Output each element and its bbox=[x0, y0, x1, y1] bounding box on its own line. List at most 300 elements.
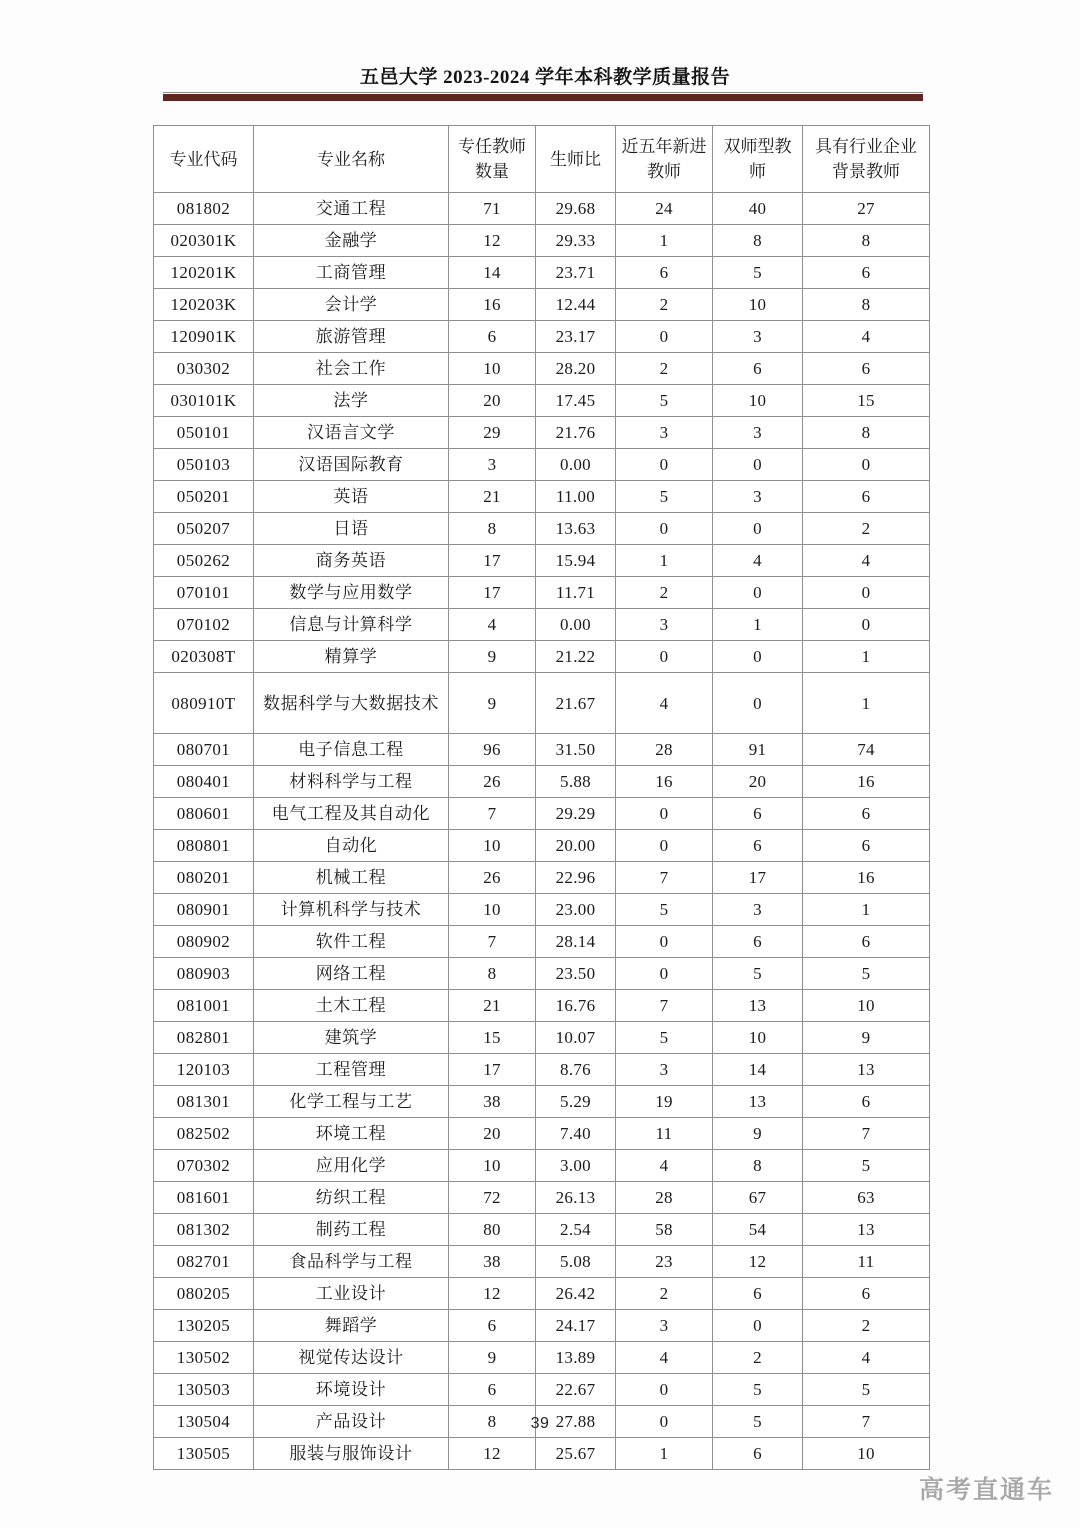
cell-industry-background: 5 bbox=[803, 1150, 930, 1182]
cell-major-code: 080903 bbox=[154, 958, 254, 990]
cell-major-code: 080902 bbox=[154, 926, 254, 958]
cell-fulltime-teachers: 21 bbox=[449, 990, 536, 1022]
cell-new-teachers-5y: 5 bbox=[616, 385, 713, 417]
cell-major-name: 服装与服饰设计 bbox=[254, 1438, 449, 1470]
cell-major-code: 050201 bbox=[154, 481, 254, 513]
cell-dual-qualified: 5 bbox=[713, 1374, 803, 1406]
cell-new-teachers-5y: 3 bbox=[616, 1054, 713, 1086]
cell-new-teachers-5y: 16 bbox=[616, 766, 713, 798]
table-row bbox=[154, 353, 930, 385]
cell-industry-background: 11 bbox=[803, 1246, 930, 1278]
cell-fulltime-teachers: 10 bbox=[449, 353, 536, 385]
cell-new-teachers-5y: 5 bbox=[616, 1022, 713, 1054]
cell-new-teachers-5y: 0 bbox=[616, 641, 713, 673]
cell-industry-background: 10 bbox=[803, 990, 930, 1022]
cell-major-code: 120901K bbox=[154, 321, 254, 353]
cell-new-teachers-5y: 1 bbox=[616, 545, 713, 577]
cell-industry-background: 1 bbox=[803, 641, 930, 673]
cell-major-name: 工业设计 bbox=[254, 1278, 449, 1310]
cell-fulltime-teachers: 3 bbox=[449, 449, 536, 481]
cell-industry-background: 13 bbox=[803, 1054, 930, 1086]
cell-new-teachers-5y: 28 bbox=[616, 734, 713, 766]
table-row bbox=[154, 1342, 930, 1374]
cell-industry-background: 4 bbox=[803, 545, 930, 577]
cell-industry-background: 6 bbox=[803, 798, 930, 830]
table-row bbox=[154, 641, 930, 673]
column-header-new-teachers-5y: 近五年新进教师 bbox=[616, 126, 713, 193]
cell-industry-background: 63 bbox=[803, 1182, 930, 1214]
header-rule-thick bbox=[163, 94, 923, 101]
page-number: 39 bbox=[530, 1415, 550, 1432]
cell-major-code: 050207 bbox=[154, 513, 254, 545]
cell-student-teacher-ratio: 29.29 bbox=[536, 798, 616, 830]
cell-student-teacher-ratio: 23.00 bbox=[536, 894, 616, 926]
cell-student-teacher-ratio: 29.68 bbox=[536, 193, 616, 225]
cell-student-teacher-ratio: 17.45 bbox=[536, 385, 616, 417]
cell-dual-qualified: 0 bbox=[713, 449, 803, 481]
cell-fulltime-teachers: 8 bbox=[449, 1406, 536, 1438]
cell-major-name: 法学 bbox=[254, 385, 449, 417]
cell-major-code: 080601 bbox=[154, 798, 254, 830]
column-header-dual-qualified: 双师型教师 bbox=[713, 126, 803, 193]
cell-new-teachers-5y: 4 bbox=[616, 673, 713, 734]
cell-fulltime-teachers: 6 bbox=[449, 1374, 536, 1406]
cell-major-name: 电气工程及其自动化 bbox=[254, 798, 449, 830]
table-row bbox=[154, 1118, 930, 1150]
cell-major-name: 视觉传达设计 bbox=[254, 1342, 449, 1374]
column-header-fulltime-teachers: 专任教师数量 bbox=[449, 126, 536, 193]
cell-major-code: 080201 bbox=[154, 862, 254, 894]
cell-new-teachers-5y: 0 bbox=[616, 449, 713, 481]
cell-major-name: 汉语国际教育 bbox=[254, 449, 449, 481]
majors-table bbox=[153, 125, 930, 1470]
cell-new-teachers-5y: 0 bbox=[616, 798, 713, 830]
cell-new-teachers-5y: 6 bbox=[616, 257, 713, 289]
cell-student-teacher-ratio: 0.00 bbox=[536, 449, 616, 481]
cell-new-teachers-5y: 0 bbox=[616, 830, 713, 862]
cell-dual-qualified: 10 bbox=[713, 1022, 803, 1054]
cell-major-name: 数学与应用数学 bbox=[254, 577, 449, 609]
cell-fulltime-teachers: 14 bbox=[449, 257, 536, 289]
cell-dual-qualified: 3 bbox=[713, 894, 803, 926]
cell-industry-background: 0 bbox=[803, 609, 930, 641]
cell-industry-background: 9 bbox=[803, 1022, 930, 1054]
cell-major-name: 舞蹈学 bbox=[254, 1310, 449, 1342]
cell-major-code: 081802 bbox=[154, 193, 254, 225]
cell-student-teacher-ratio: 16.76 bbox=[536, 990, 616, 1022]
cell-fulltime-teachers: 15 bbox=[449, 1022, 536, 1054]
cell-student-teacher-ratio: 31.50 bbox=[536, 734, 616, 766]
table-row bbox=[154, 545, 930, 577]
table-row bbox=[154, 1054, 930, 1086]
cell-major-code: 050103 bbox=[154, 449, 254, 481]
cell-fulltime-teachers: 7 bbox=[449, 798, 536, 830]
cell-new-teachers-5y: 2 bbox=[616, 1278, 713, 1310]
cell-student-teacher-ratio: 27.88 bbox=[536, 1406, 616, 1438]
cell-dual-qualified: 10 bbox=[713, 289, 803, 321]
cell-major-code: 130505 bbox=[154, 1438, 254, 1470]
cell-fulltime-teachers: 17 bbox=[449, 577, 536, 609]
cell-industry-background: 7 bbox=[803, 1406, 930, 1438]
cell-industry-background: 6 bbox=[803, 257, 930, 289]
cell-fulltime-teachers: 7 bbox=[449, 926, 536, 958]
cell-major-name: 机械工程 bbox=[254, 862, 449, 894]
cell-industry-background: 5 bbox=[803, 1374, 930, 1406]
cell-major-name: 工程管理 bbox=[254, 1054, 449, 1086]
column-header-industry-background: 具有行业企业背景教师 bbox=[803, 126, 930, 193]
cell-student-teacher-ratio: 5.08 bbox=[536, 1246, 616, 1278]
cell-student-teacher-ratio: 3.00 bbox=[536, 1150, 616, 1182]
table-row bbox=[154, 417, 930, 449]
cell-dual-qualified: 9 bbox=[713, 1118, 803, 1150]
cell-fulltime-teachers: 12 bbox=[449, 1278, 536, 1310]
table-row bbox=[154, 894, 930, 926]
cell-industry-background: 16 bbox=[803, 862, 930, 894]
cell-major-name: 制药工程 bbox=[254, 1214, 449, 1246]
cell-dual-qualified: 67 bbox=[713, 1182, 803, 1214]
cell-student-teacher-ratio: 21.76 bbox=[536, 417, 616, 449]
cell-fulltime-teachers: 38 bbox=[449, 1086, 536, 1118]
cell-industry-background: 16 bbox=[803, 766, 930, 798]
majors-table-container bbox=[153, 125, 929, 1470]
cell-major-code: 070102 bbox=[154, 609, 254, 641]
cell-fulltime-teachers: 6 bbox=[449, 1310, 536, 1342]
table-header-row-group bbox=[154, 126, 930, 193]
cell-new-teachers-5y: 28 bbox=[616, 1182, 713, 1214]
cell-new-teachers-5y: 0 bbox=[616, 513, 713, 545]
table-row bbox=[154, 321, 930, 353]
cell-dual-qualified: 5 bbox=[713, 958, 803, 990]
cell-industry-background: 4 bbox=[803, 1342, 930, 1374]
cell-dual-qualified: 13 bbox=[713, 1086, 803, 1118]
cell-new-teachers-5y: 0 bbox=[616, 321, 713, 353]
cell-student-teacher-ratio: 23.50 bbox=[536, 958, 616, 990]
cell-major-code: 050101 bbox=[154, 417, 254, 449]
cell-dual-qualified: 2 bbox=[713, 1342, 803, 1374]
cell-student-teacher-ratio: 20.00 bbox=[536, 830, 616, 862]
table-row bbox=[154, 577, 930, 609]
cell-student-teacher-ratio: 24.17 bbox=[536, 1310, 616, 1342]
table-row bbox=[154, 926, 930, 958]
table-row bbox=[154, 1086, 930, 1118]
cell-fulltime-teachers: 71 bbox=[449, 193, 536, 225]
table-row bbox=[154, 1278, 930, 1310]
cell-major-code: 081001 bbox=[154, 990, 254, 1022]
cell-new-teachers-5y: 11 bbox=[616, 1118, 713, 1150]
cell-industry-background: 1 bbox=[803, 894, 930, 926]
cell-major-code: 130503 bbox=[154, 1374, 254, 1406]
column-header-student-teacher-ratio: 生师比 bbox=[536, 126, 616, 193]
cell-student-teacher-ratio: 8.76 bbox=[536, 1054, 616, 1086]
cell-industry-background: 10 bbox=[803, 1438, 930, 1470]
table-row bbox=[154, 958, 930, 990]
watermark: 高考直通车 bbox=[918, 1476, 1054, 1504]
cell-major-code: 070101 bbox=[154, 577, 254, 609]
cell-major-code: 081302 bbox=[154, 1214, 254, 1246]
cell-industry-background: 6 bbox=[803, 830, 930, 862]
cell-industry-background: 8 bbox=[803, 225, 930, 257]
cell-major-code: 130205 bbox=[154, 1310, 254, 1342]
cell-major-name: 商务英语 bbox=[254, 545, 449, 577]
cell-industry-background: 6 bbox=[803, 1278, 930, 1310]
cell-industry-background: 6 bbox=[803, 926, 930, 958]
cell-dual-qualified: 20 bbox=[713, 766, 803, 798]
cell-dual-qualified: 8 bbox=[713, 225, 803, 257]
header-rule bbox=[163, 92, 923, 101]
cell-new-teachers-5y: 0 bbox=[616, 926, 713, 958]
cell-major-name: 交通工程 bbox=[254, 193, 449, 225]
cell-major-code: 130502 bbox=[154, 1342, 254, 1374]
cell-fulltime-teachers: 12 bbox=[449, 225, 536, 257]
cell-major-name: 日语 bbox=[254, 513, 449, 545]
cell-fulltime-teachers: 4 bbox=[449, 609, 536, 641]
table-row bbox=[154, 1438, 930, 1470]
cell-new-teachers-5y: 19 bbox=[616, 1086, 713, 1118]
cell-major-code: 120201K bbox=[154, 257, 254, 289]
cell-fulltime-teachers: 6 bbox=[449, 321, 536, 353]
cell-major-code: 070302 bbox=[154, 1150, 254, 1182]
cell-dual-qualified: 6 bbox=[713, 798, 803, 830]
cell-dual-qualified: 6 bbox=[713, 926, 803, 958]
cell-major-code: 080401 bbox=[154, 766, 254, 798]
cell-major-name: 金融学 bbox=[254, 225, 449, 257]
table-row bbox=[154, 798, 930, 830]
cell-major-name: 旅游管理 bbox=[254, 321, 449, 353]
cell-major-code: 120103 bbox=[154, 1054, 254, 1086]
table-row bbox=[154, 1310, 930, 1342]
cell-student-teacher-ratio: 21.22 bbox=[536, 641, 616, 673]
cell-dual-qualified: 4 bbox=[713, 545, 803, 577]
cell-dual-qualified: 3 bbox=[713, 321, 803, 353]
cell-major-code: 082801 bbox=[154, 1022, 254, 1054]
cell-industry-background: 1 bbox=[803, 673, 930, 734]
cell-student-teacher-ratio: 11.00 bbox=[536, 481, 616, 513]
table-row bbox=[154, 385, 930, 417]
table-row bbox=[154, 862, 930, 894]
cell-student-teacher-ratio: 25.67 bbox=[536, 1438, 616, 1470]
cell-major-name: 数据科学与大数据技术 bbox=[254, 673, 449, 734]
cell-industry-background: 7 bbox=[803, 1118, 930, 1150]
cell-dual-qualified: 8 bbox=[713, 1150, 803, 1182]
cell-fulltime-teachers: 8 bbox=[449, 958, 536, 990]
cell-new-teachers-5y: 2 bbox=[616, 577, 713, 609]
cell-major-code: 120203K bbox=[154, 289, 254, 321]
cell-dual-qualified: 3 bbox=[713, 481, 803, 513]
cell-student-teacher-ratio: 2.54 bbox=[536, 1214, 616, 1246]
cell-major-name: 网络工程 bbox=[254, 958, 449, 990]
cell-dual-qualified: 0 bbox=[713, 641, 803, 673]
cell-new-teachers-5y: 58 bbox=[616, 1214, 713, 1246]
cell-fulltime-teachers: 9 bbox=[449, 1342, 536, 1374]
cell-new-teachers-5y: 4 bbox=[616, 1150, 713, 1182]
cell-fulltime-teachers: 21 bbox=[449, 481, 536, 513]
cell-industry-background: 2 bbox=[803, 513, 930, 545]
cell-industry-background: 5 bbox=[803, 958, 930, 990]
cell-student-teacher-ratio: 13.89 bbox=[536, 1342, 616, 1374]
cell-student-teacher-ratio: 23.17 bbox=[536, 321, 616, 353]
table-row bbox=[154, 1182, 930, 1214]
cell-dual-qualified: 6 bbox=[713, 1438, 803, 1470]
cell-new-teachers-5y: 0 bbox=[616, 958, 713, 990]
cell-dual-qualified: 5 bbox=[713, 257, 803, 289]
cell-major-code: 081301 bbox=[154, 1086, 254, 1118]
table-row bbox=[154, 1246, 930, 1278]
cell-fulltime-teachers: 10 bbox=[449, 894, 536, 926]
cell-major-name: 社会工作 bbox=[254, 353, 449, 385]
cell-fulltime-teachers: 10 bbox=[449, 1150, 536, 1182]
cell-major-name: 食品科学与工程 bbox=[254, 1246, 449, 1278]
table-row bbox=[154, 734, 930, 766]
table-row bbox=[154, 257, 930, 289]
cell-industry-background: 0 bbox=[803, 449, 930, 481]
table-row bbox=[154, 289, 930, 321]
cell-student-teacher-ratio: 11.71 bbox=[536, 577, 616, 609]
cell-new-teachers-5y: 24 bbox=[616, 193, 713, 225]
cell-new-teachers-5y: 4 bbox=[616, 1342, 713, 1374]
cell-new-teachers-5y: 0 bbox=[616, 1406, 713, 1438]
cell-dual-qualified: 0 bbox=[713, 577, 803, 609]
cell-student-teacher-ratio: 28.14 bbox=[536, 926, 616, 958]
cell-new-teachers-5y: 3 bbox=[616, 1310, 713, 1342]
table-row bbox=[154, 830, 930, 862]
cell-dual-qualified: 6 bbox=[713, 1278, 803, 1310]
cell-dual-qualified: 91 bbox=[713, 734, 803, 766]
cell-major-name: 计算机科学与技术 bbox=[254, 894, 449, 926]
cell-fulltime-teachers: 8 bbox=[449, 513, 536, 545]
cell-student-teacher-ratio: 26.13 bbox=[536, 1182, 616, 1214]
cell-new-teachers-5y: 1 bbox=[616, 225, 713, 257]
cell-major-code: 080801 bbox=[154, 830, 254, 862]
cell-new-teachers-5y: 0 bbox=[616, 1374, 713, 1406]
cell-industry-background: 6 bbox=[803, 1086, 930, 1118]
cell-fulltime-teachers: 9 bbox=[449, 641, 536, 673]
cell-student-teacher-ratio: 5.88 bbox=[536, 766, 616, 798]
cell-dual-qualified: 10 bbox=[713, 385, 803, 417]
cell-dual-qualified: 0 bbox=[713, 1310, 803, 1342]
cell-student-teacher-ratio: 10.07 bbox=[536, 1022, 616, 1054]
cell-major-code: 130504 bbox=[154, 1406, 254, 1438]
cell-student-teacher-ratio: 23.71 bbox=[536, 257, 616, 289]
cell-major-name: 应用化学 bbox=[254, 1150, 449, 1182]
cell-major-code: 080910T bbox=[154, 673, 254, 734]
cell-dual-qualified: 54 bbox=[713, 1214, 803, 1246]
cell-major-name: 纺织工程 bbox=[254, 1182, 449, 1214]
cell-major-name: 精算学 bbox=[254, 641, 449, 673]
table-row bbox=[154, 225, 930, 257]
table-row bbox=[154, 1150, 930, 1182]
cell-student-teacher-ratio: 12.44 bbox=[536, 289, 616, 321]
table-row bbox=[154, 1374, 930, 1406]
header-title: 五邑大学 2023-2024 学年本科教学质量报告 bbox=[359, 67, 731, 88]
cell-student-teacher-ratio: 26.42 bbox=[536, 1278, 616, 1310]
cell-fulltime-teachers: 20 bbox=[449, 385, 536, 417]
cell-major-name: 软件工程 bbox=[254, 926, 449, 958]
running-header bbox=[0, 62, 1080, 89]
table-row bbox=[154, 1022, 930, 1054]
cell-dual-qualified: 6 bbox=[713, 353, 803, 385]
column-header-major-name: 专业名称 bbox=[254, 126, 449, 193]
cell-industry-background: 13 bbox=[803, 1214, 930, 1246]
cell-student-teacher-ratio: 22.96 bbox=[536, 862, 616, 894]
cell-new-teachers-5y: 7 bbox=[616, 990, 713, 1022]
cell-new-teachers-5y: 3 bbox=[616, 417, 713, 449]
cell-new-teachers-5y: 5 bbox=[616, 894, 713, 926]
table-row bbox=[154, 990, 930, 1022]
cell-fulltime-teachers: 26 bbox=[449, 862, 536, 894]
cell-major-name: 汉语言文学 bbox=[254, 417, 449, 449]
table-row bbox=[154, 673, 930, 734]
cell-student-teacher-ratio: 7.40 bbox=[536, 1118, 616, 1150]
cell-major-code: 020301K bbox=[154, 225, 254, 257]
cell-major-code: 082701 bbox=[154, 1246, 254, 1278]
cell-fulltime-teachers: 80 bbox=[449, 1214, 536, 1246]
cell-major-name: 化学工程与工艺 bbox=[254, 1086, 449, 1118]
cell-dual-qualified: 40 bbox=[713, 193, 803, 225]
table-row bbox=[154, 481, 930, 513]
cell-fulltime-teachers: 38 bbox=[449, 1246, 536, 1278]
cell-industry-background: 6 bbox=[803, 481, 930, 513]
cell-industry-background: 8 bbox=[803, 289, 930, 321]
table-row bbox=[154, 766, 930, 798]
cell-major-code: 080205 bbox=[154, 1278, 254, 1310]
table-row bbox=[154, 609, 930, 641]
cell-major-name: 电子信息工程 bbox=[254, 734, 449, 766]
cell-dual-qualified: 0 bbox=[713, 673, 803, 734]
cell-major-code: 081601 bbox=[154, 1182, 254, 1214]
cell-student-teacher-ratio: 13.63 bbox=[536, 513, 616, 545]
table-row bbox=[154, 1214, 930, 1246]
cell-dual-qualified: 12 bbox=[713, 1246, 803, 1278]
cell-new-teachers-5y: 23 bbox=[616, 1246, 713, 1278]
cell-dual-qualified: 1 bbox=[713, 609, 803, 641]
cell-fulltime-teachers: 26 bbox=[449, 766, 536, 798]
cell-student-teacher-ratio: 0.00 bbox=[536, 609, 616, 641]
header-rule-thin bbox=[163, 92, 923, 93]
table-header-row bbox=[154, 126, 930, 193]
cell-dual-qualified: 3 bbox=[713, 417, 803, 449]
table-row bbox=[154, 513, 930, 545]
cell-major-code: 082502 bbox=[154, 1118, 254, 1150]
cell-fulltime-teachers: 72 bbox=[449, 1182, 536, 1214]
cell-major-name: 会计学 bbox=[254, 289, 449, 321]
cell-fulltime-teachers: 9 bbox=[449, 673, 536, 734]
cell-dual-qualified: 14 bbox=[713, 1054, 803, 1086]
cell-student-teacher-ratio: 21.67 bbox=[536, 673, 616, 734]
cell-industry-background: 74 bbox=[803, 734, 930, 766]
cell-industry-background: 2 bbox=[803, 1310, 930, 1342]
cell-industry-background: 0 bbox=[803, 577, 930, 609]
cell-major-code: 050262 bbox=[154, 545, 254, 577]
cell-dual-qualified: 17 bbox=[713, 862, 803, 894]
cell-fulltime-teachers: 10 bbox=[449, 830, 536, 862]
cell-new-teachers-5y: 2 bbox=[616, 289, 713, 321]
cell-industry-background: 8 bbox=[803, 417, 930, 449]
cell-dual-qualified: 13 bbox=[713, 990, 803, 1022]
cell-industry-background: 27 bbox=[803, 193, 930, 225]
table-row bbox=[154, 193, 930, 225]
cell-new-teachers-5y: 1 bbox=[616, 1438, 713, 1470]
cell-fulltime-teachers: 20 bbox=[449, 1118, 536, 1150]
cell-major-name: 环境设计 bbox=[254, 1374, 449, 1406]
cell-fulltime-teachers: 16 bbox=[449, 289, 536, 321]
cell-new-teachers-5y: 7 bbox=[616, 862, 713, 894]
cell-major-name: 环境工程 bbox=[254, 1118, 449, 1150]
cell-dual-qualified: 0 bbox=[713, 513, 803, 545]
cell-major-code: 080701 bbox=[154, 734, 254, 766]
column-header-major-code: 专业代码 bbox=[154, 126, 254, 193]
cell-student-teacher-ratio: 29.33 bbox=[536, 225, 616, 257]
cell-fulltime-teachers: 29 bbox=[449, 417, 536, 449]
